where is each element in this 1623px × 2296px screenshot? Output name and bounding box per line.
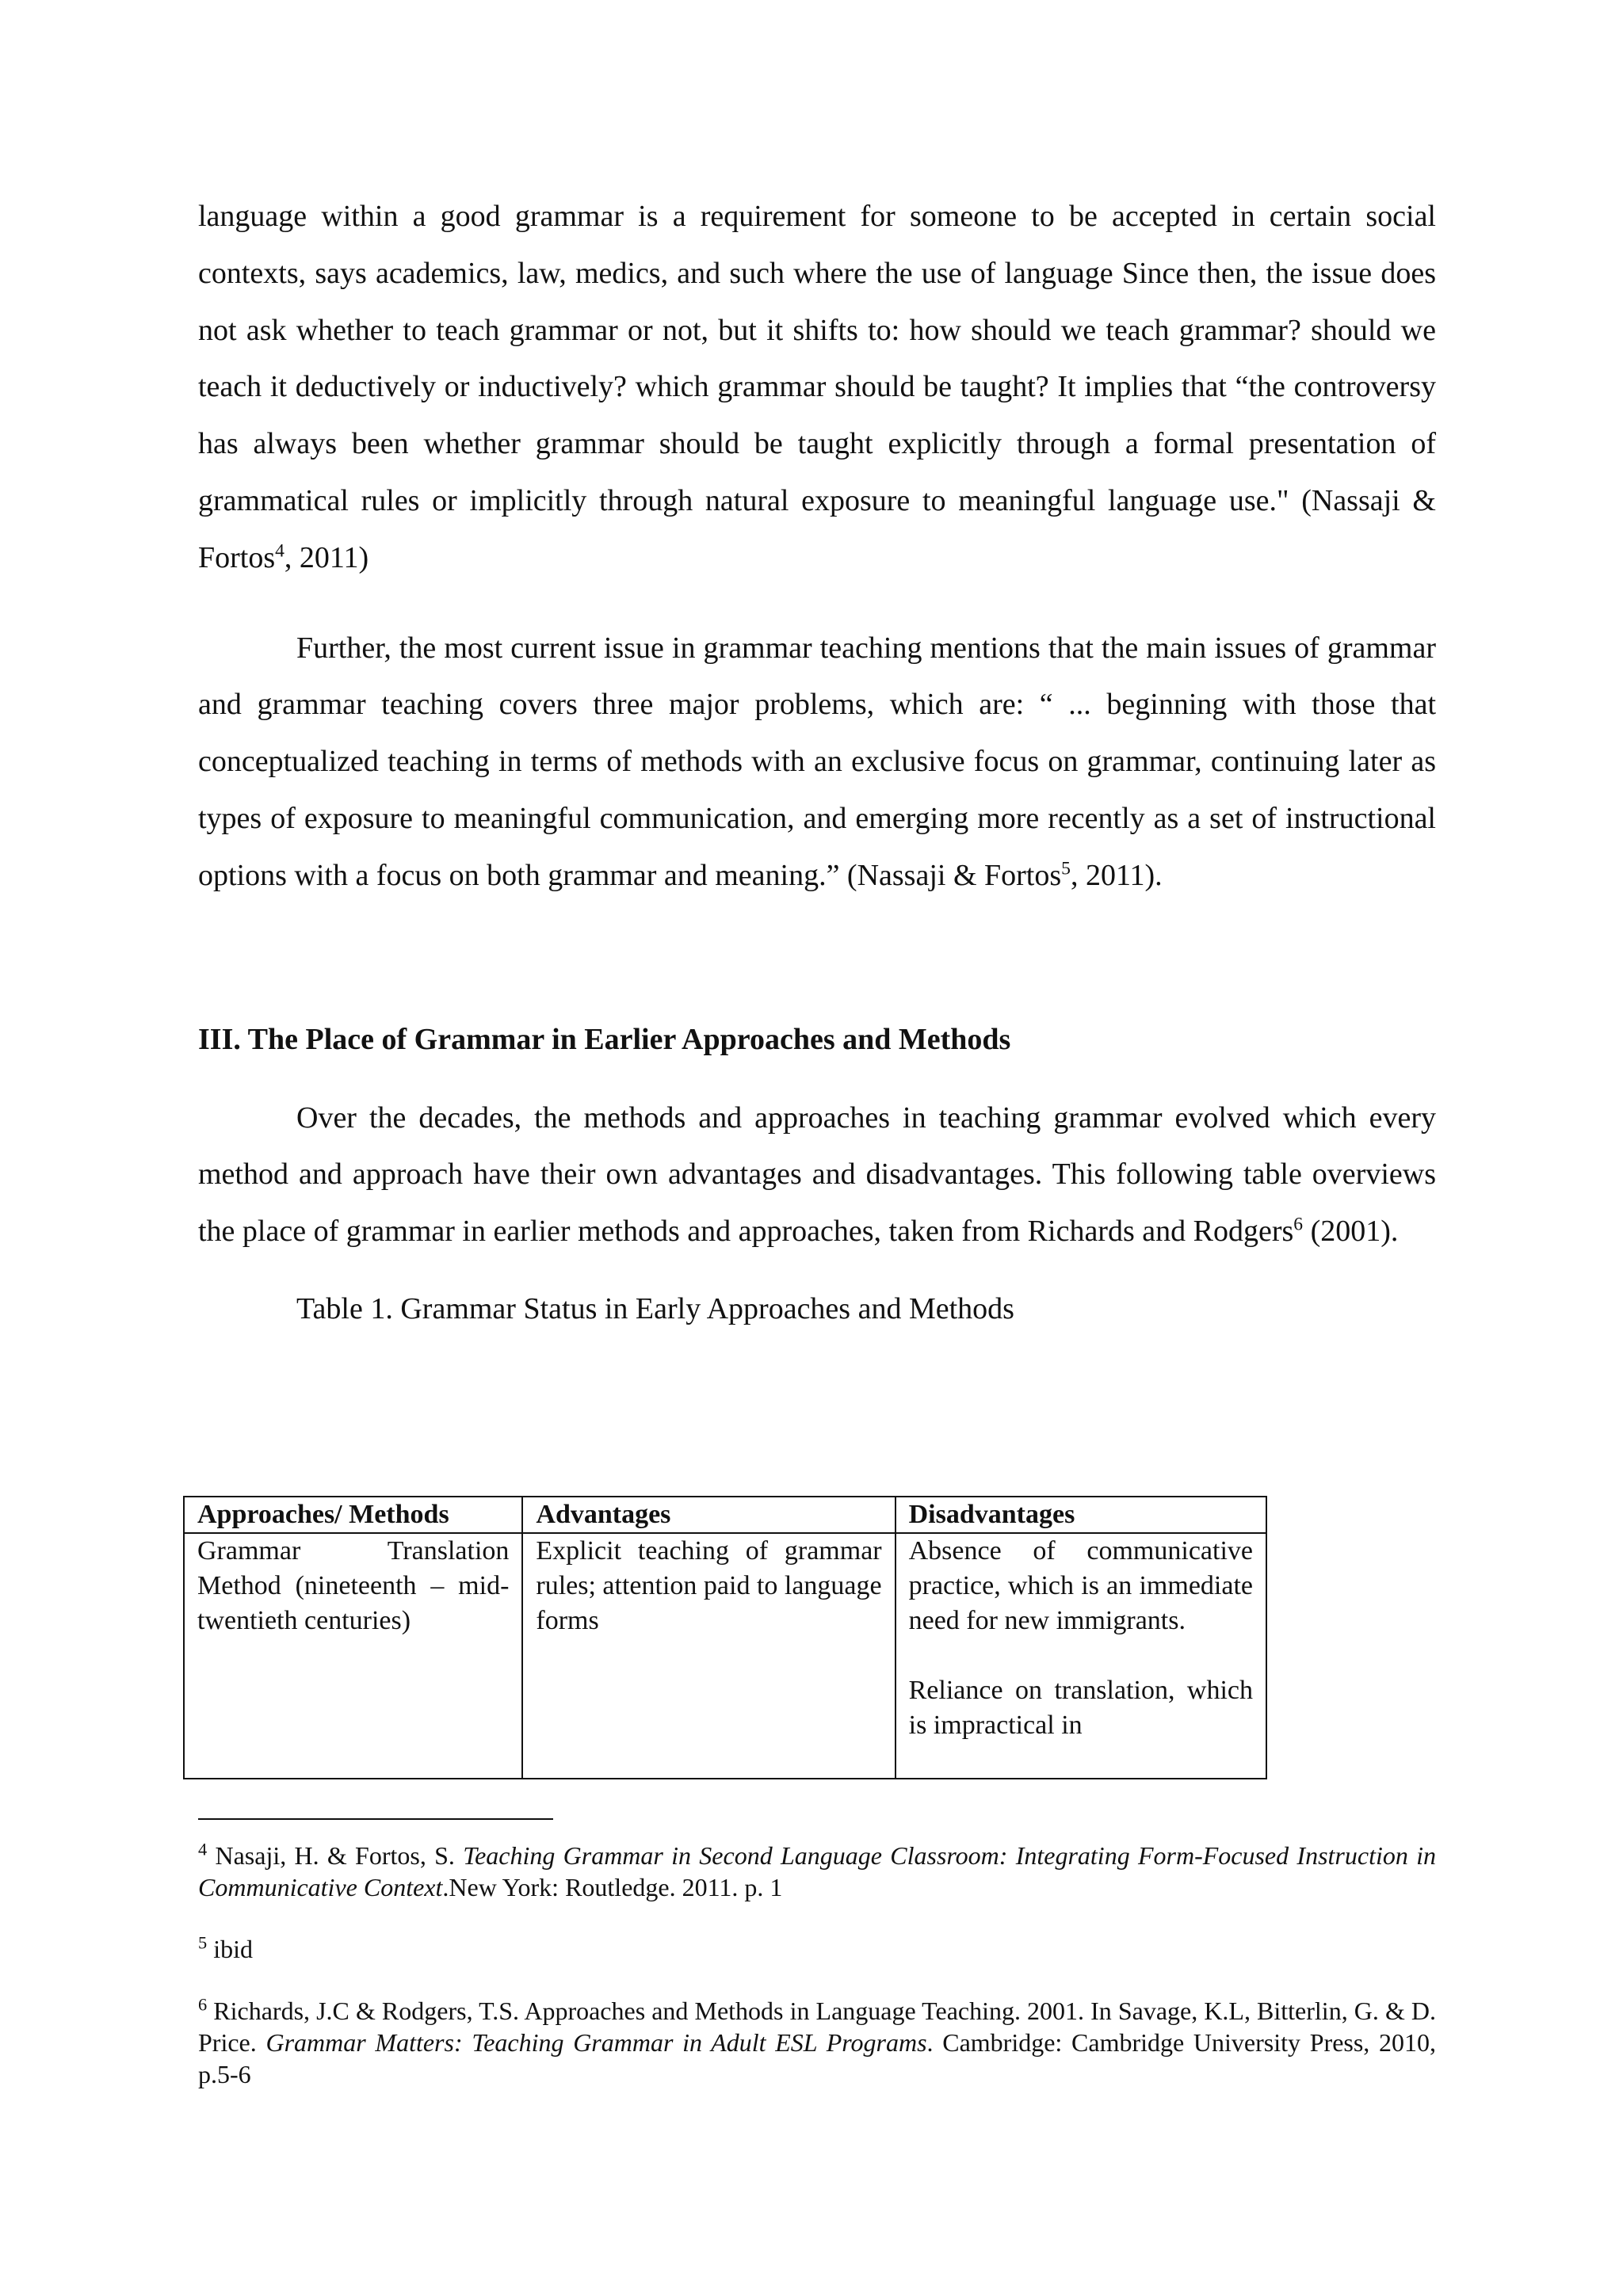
footnote-divider [198,1818,553,1820]
cell-method: Grammar Translation Method (nineteenth – mid-twentieth centuries) [184,1533,522,1779]
section-paragraph-text: Over the decades, the methods and approaches in teaching grammar evolved which every method and approach have their own advantages and disadvantages. This following table overviews the place of grammar in earlier methods and approaches, taken from Richards and Rodgers [198,1100,1436,1249]
header-disadvantages: Disadvantages [896,1497,1266,1533]
paragraph-2 [198,620,1436,905]
footnote-ref-5: 5 [1061,858,1071,879]
grammar-status-table [183,1496,1267,1779]
footnote-6 [198,1995,1436,2090]
paragraph-2-tail: , 2011). [1070,858,1163,892]
footnote-source: .New York: Routledge. 2011. p. 1 [442,1873,783,1901]
paragraph-1 [198,189,1436,587]
section-paragraph [198,1090,1436,1261]
footnote-number: 6 [198,1994,208,2015]
paragraph-1-tail: , 2011) [284,540,369,574]
footnote-title: Grammar Matters: Teaching Grammar in Adult ESL Programs [265,2028,927,2057]
section-heading: III. The Place of Grammar in Earlier Approaches and Methods [198,1022,1011,1056]
paragraph-2-text: Further, the most current issue in grammar teaching mentions that the main issues of grammar and grammar teaching covers three major problems, which are: “ ... beginning with those that conceptualized teaching in terms of methods with an exclusive focus on grammar, continuing later as types of exposure to meaningful communication, and emerging more recently as a set of instructional options with a focus on both grammar and meaning.” (Nassaji & Fortos [198,631,1436,892]
footnote-title: Teaching Grammar in Second Language Classroom: Integrating Form-Focused Instruction in Communicative Context [198,1841,1437,1901]
table-header-row [184,1497,1266,1533]
footnote-5 [198,1933,1436,1965]
footnotes [198,1840,1436,2090]
footnote-number: 5 [198,1932,208,1953]
disadvantage-1: Absence of communicative practice, which is an immediate need for new immigrants. [908,1536,1253,1635]
footnote-ref-6: 6 [1293,1214,1304,1235]
table-caption: Table 1. Grammar Status in Early Approaches and Methods [296,1291,1014,1325]
cell-spacer [909,1638,1253,1673]
document-body [198,189,1436,1328]
footnote-ref-4: 4 [275,540,285,562]
footnote-text: Nasaji, H. & Fortos, S. [215,1841,464,1870]
footnote-number: 4 [198,1839,208,1859]
section-paragraph-tail: (2001). [1303,1215,1399,1249]
footnote-4 [198,1840,1436,1903]
paragraph-1-text: language within a good grammar is a requirement for someone to be accepted in certain social contexts, says academics, law, medics, and such where the use of language Since then, the issue does not ask whether to teach grammar or not, but it shifts to: how should we teach grammar? should we teach it deductively or inductively? which grammar should be taught? It implies that “the controversy has always been whether grammar should be taught explicitly through a formal presentation of grammatical rules or implicitly through natural exposure to meaningful language use." (Nassaji & Fortos [198,200,1436,574]
footnote-text: Richards, J.C & Rodgers, T.S. Approaches and Methods in Language Teaching. 2001. In Savage, K.L, Bitterlin, G. & D. Price. [198,1997,1437,2057]
footnote-source: . Cambridge: Cambridge University Press, 2010, p.5-6 [198,2028,1437,2088]
cell-advantages: Explicit teaching of grammar rules; attention paid to language forms [522,1533,895,1779]
header-approaches-methods: Approaches/ Methods [184,1497,522,1533]
table-row [184,1533,1266,1779]
header-advantages: Advantages [522,1497,895,1533]
cell-disadvantages [896,1533,1266,1779]
footnote-text: ibid [213,1935,253,1963]
disadvantage-2: Reliance on translation, which is impractical in [908,1676,1253,1740]
